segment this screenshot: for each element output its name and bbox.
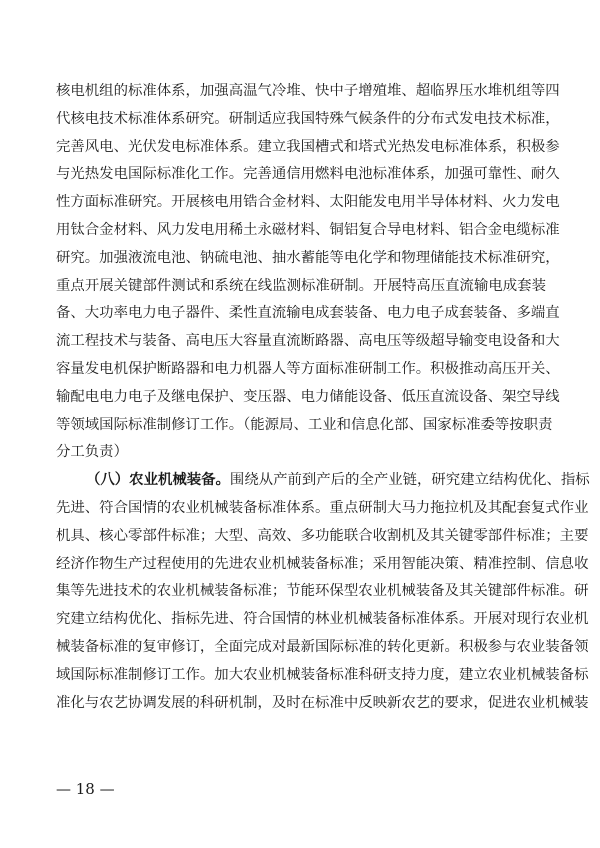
text-line: 分工负责） — [56, 444, 128, 461]
text-line: 用钛合金材料、风力发电用稀土永磁材料、铜铝复合导电材料、铝合金电缆标准 — [56, 221, 560, 238]
text-line: 重点开展关键部件测试和系统在线监测标准研制。开展特高压直流输电成套装 — [56, 277, 546, 294]
page-number: — 18 — — [56, 780, 115, 798]
text-line: 先进、符合国情的农业机械装备标准体系。重点研制大马力拖拉机及其配套复式作业 — [56, 499, 589, 516]
text-line: 械装备标准的复审修订，全面完成对最新国际标准的转化更新。积极参与农业装备领 — [56, 638, 589, 655]
text-line: 代核电技术标准体系研究。研制适应我国特殊气候条件的分布式发电技术标准， — [56, 110, 560, 127]
text-line: 集等先进技术的农业机械装备标准；节能环保型农业机械装备及其关键部件标准。研 — [56, 583, 589, 600]
text-line: 与光热发电国际标准化工作。完善通信用燃料电池标准体系，加强可靠性、耐久 — [56, 166, 560, 183]
text-line: 准化与农艺协调发展的科研机制，及时在标准中反映新农艺的要求，促进农业机械装 — [56, 694, 589, 711]
paragraph-agricultural-machinery — [56, 467, 590, 717]
section-heading: （八）农业机械装备。 — [86, 472, 230, 489]
text-line: 备、大功率电力电子器件、柔性直流输电成套装备、电力电子成套装备、多端直 — [56, 305, 560, 322]
paragraph-first-line — [56, 467, 590, 495]
text-line: 容量发电机保护断路器和电力机器人等方面标准研制工作。积极推动高压开关、 — [56, 360, 560, 377]
text-line: 输配电电力电子及继电保护、变压器、电力储能设备、低压直流设备、架空导线 — [56, 388, 560, 405]
text-line: 等领域国际标准制修订工作。（能源局、工业和信息化部、国家标准委等按职责 — [56, 416, 553, 433]
text-line: 流工程技术与装备、高电压大容量直流断路器、高电压等级超导输变电设备和大 — [56, 333, 560, 350]
text-line: 研究。加强液流电池、钠硫电池、抽水蓄能等电化学和物理储能技术标准研究， — [56, 249, 560, 266]
text-line: 机具、核心零部件标准；大型、高效、多功能联合收割机及其关键零部件标准；主要 — [56, 527, 589, 544]
text-line: 域国际标准制修订工作。加大农业机械装备标准科研支持力度，建立农业机械装备标 — [56, 666, 589, 683]
first-line-text: 围绕从产前到产后的全产业链，研究建立结构优化、指标 — [229, 472, 590, 489]
paragraph-energy-equipment — [56, 78, 560, 467]
text-line: 经济作物生产过程使用的先进农业机械装备标准；采用智能决策、精准控制、信息收 — [56, 555, 589, 572]
text-line: 究建立结构优化、指标先进、符合国情的林业机械装备标准体系。开展对现行农业机 — [56, 611, 589, 628]
body-text — [56, 78, 590, 717]
text-line: 完善风电、光伏发电标准体系。建立我国槽式和塔式光热发电标准体系，积极参 — [56, 138, 560, 155]
text-line: 核电机组的标准体系，加强高温气冷堆、快中子增殖堆、超临界压水堆机组等四 — [56, 83, 560, 99]
text-line: 性方面标准研究。开展核电用锆合金材料、太阳能发电用半导体材料、火力发电 — [56, 194, 560, 211]
